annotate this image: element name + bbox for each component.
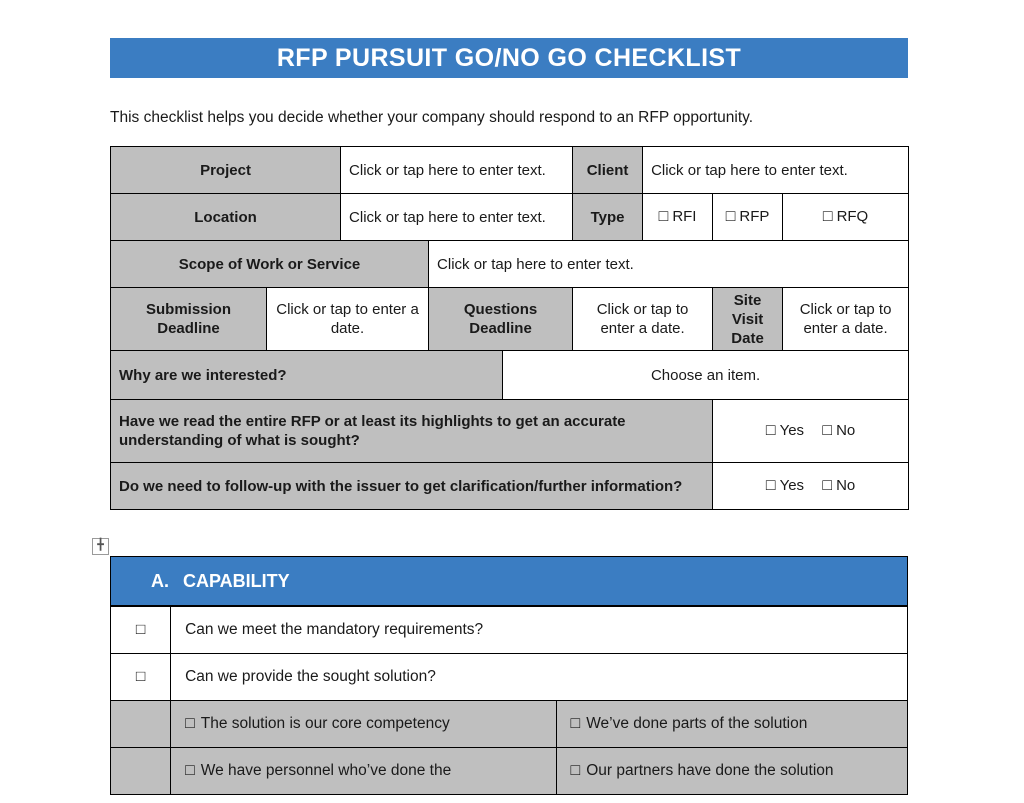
table-row [111,241,909,288]
type-option-rfq-label: RFQ [836,208,869,225]
capability-row-1-label: Can we meet the mandatory requirements? [171,607,908,654]
submission-deadline-input[interactable]: Click or tap to enter a date. [267,288,429,351]
capability-options-spacer-1 [111,701,171,748]
table-row [111,654,908,701]
table-row [111,194,909,241]
table-row [111,463,909,510]
location-label: Location [111,194,341,241]
location-input[interactable]: Click or tap here to enter text. [341,194,573,241]
capability-option-core-competency[interactable] [171,701,556,748]
client-label: Client [573,147,643,194]
scope-input[interactable]: Click or tap here to enter text. [429,241,909,288]
read-rfp-answers[interactable] [713,400,909,463]
capability-row-2-checkbox[interactable]: □ [111,654,171,701]
type-option-rfi-label: RFI [672,208,697,225]
follow-up-yes-label: Yes [779,477,805,494]
table-row [111,351,909,400]
follow-up-answers[interactable] [713,463,909,510]
table-row [111,147,909,194]
table-row [111,288,909,351]
follow-up-no-label: No [836,477,856,494]
table-row [111,607,908,654]
read-rfp-no-label: No [836,422,856,439]
section-a-letter: A. [151,570,169,591]
type-option-rfp[interactable] [713,194,783,241]
type-option-rfq[interactable] [783,194,909,241]
read-rfp-question: Have we read the entire RFP or at least its highlights to get an accurate understanding of what is sought? [111,400,713,463]
capability-option-partners-label: Our partners have done the solution [586,762,834,779]
type-label: Type [573,194,643,241]
capability-option-core-competency-label: The solution is our core competency [200,715,450,732]
capability-option-parts-of-solution-label: We’ve done parts of the solution [586,715,808,732]
capability-options-spacer-2 [111,748,171,795]
site-visit-label: Site Visit Date [713,288,783,351]
follow-up-question: Do we need to follow-up with the issuer to get clarification/further information? [111,463,713,510]
table-row [111,748,908,795]
table-row [111,701,908,748]
section-a-header [110,556,908,606]
type-option-rfi[interactable] [643,194,713,241]
capability-option-partners[interactable] [556,748,907,795]
client-input[interactable]: Click or tap here to enter text. [643,147,909,194]
table-move-handle-icon[interactable]: ╋ [92,538,109,555]
document-title: RFP PURSUIT GO/NO GO CHECKLIST [110,38,908,78]
submission-deadline-label: Submission Deadline [111,288,267,351]
section-a-heading: CAPABILITY [183,570,290,591]
read-rfp-yes-label: Yes [779,422,805,439]
site-visit-input[interactable]: Click or tap to enter a date. [783,288,909,351]
document-body [110,0,908,795]
scope-label: Scope of Work or Service [111,241,429,288]
capability-option-personnel-label: We have personnel who’ve done the [200,762,452,779]
capability-row-2-label: Can we provide the sought solution? [171,654,908,701]
intro-paragraph: This checklist helps you decide whether your company should respond to an RFP opportunity. [110,109,754,126]
capability-row-1-checkbox[interactable]: □ [111,607,171,654]
type-option-rfp-label: RFP [739,208,770,225]
project-input[interactable]: Click or tap here to enter text. [341,147,573,194]
capability-option-parts-of-solution[interactable] [556,701,907,748]
project-info-table [110,146,909,510]
project-label: Project [111,147,341,194]
table-row [111,400,909,463]
questions-deadline-label: Questions Deadline [429,288,573,351]
why-interested-label: Why are we interested? [111,351,503,400]
why-interested-dropdown[interactable]: Choose an item. [503,351,909,400]
questions-deadline-input[interactable]: Click or tap to enter a date. [573,288,713,351]
capability-option-personnel[interactable] [171,748,556,795]
section-a-table [110,606,908,795]
